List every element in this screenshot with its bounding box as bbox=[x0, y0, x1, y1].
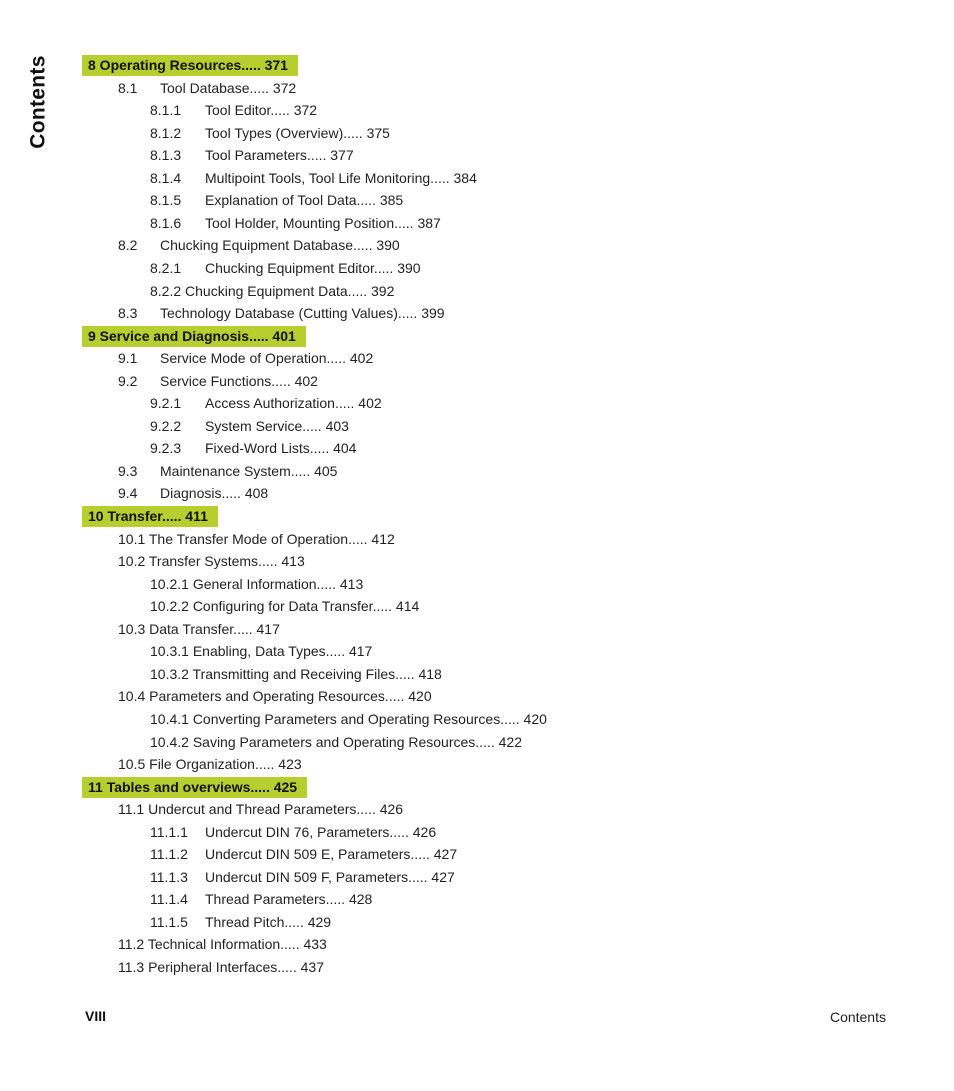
toc-entry-number: 8.1.3 bbox=[150, 147, 182, 163]
toc-entry-number: 8.2 bbox=[118, 237, 138, 253]
toc-entry-number: 11.1.2 bbox=[150, 846, 188, 862]
toc-entry-number: 9.4 bbox=[118, 485, 138, 501]
toc-entry[interactable] bbox=[150, 213, 441, 233]
toc-entry[interactable] bbox=[150, 641, 372, 661]
toc-entry-number: 11.1.5 bbox=[150, 914, 188, 930]
toc-entry[interactable] bbox=[150, 664, 442, 684]
toc-entry[interactable] bbox=[150, 709, 547, 729]
toc-entry-text: 10.2.1 General Information..... 413 bbox=[150, 576, 364, 592]
toc-entry[interactable] bbox=[150, 190, 403, 210]
toc-entry[interactable] bbox=[150, 438, 356, 458]
toc-entry[interactable] bbox=[150, 889, 372, 909]
toc-entry-text: 10.4.2 Saving Parameters and Operating Resources..... 422 bbox=[150, 734, 522, 750]
toc-entry[interactable] bbox=[118, 551, 305, 571]
toc-entry-number: 9.2.1 bbox=[150, 395, 182, 411]
toc-entry-text: Undercut DIN 509 F, Parameters..... 427 bbox=[205, 869, 455, 885]
toc-entry-text: Tool Types (Overview)..... 375 bbox=[205, 125, 390, 141]
toc-chapter-heading[interactable] bbox=[82, 777, 307, 798]
toc-entry[interactable] bbox=[150, 393, 382, 413]
side-title bbox=[22, 52, 56, 152]
toc-entry-text: Service Functions..... 402 bbox=[160, 373, 318, 389]
toc-chapter-heading[interactable] bbox=[82, 506, 218, 527]
page-number: VIII bbox=[85, 1008, 107, 1024]
toc-entry-text: Fixed-Word Lists..... 404 bbox=[205, 440, 357, 456]
toc-entry-text: Technology Database (Cutting Values)..... 399 bbox=[160, 305, 445, 321]
toc-entry[interactable] bbox=[118, 529, 395, 549]
toc-entry[interactable] bbox=[118, 934, 327, 954]
toc-entry-text: 10.2.2 Configuring for Data Transfer..... 414 bbox=[150, 598, 420, 614]
toc-entry[interactable] bbox=[150, 123, 390, 143]
toc-entry-text: Tool Parameters..... 377 bbox=[205, 147, 354, 163]
toc-entry-text: 10.1 The Transfer Mode of Operation..... 412 bbox=[118, 531, 395, 547]
toc-entry-text: 9 Service and Diagnosis..... 401 bbox=[88, 328, 296, 344]
toc-entry-number: 9.2 bbox=[118, 373, 138, 389]
footer-section-label: Contents bbox=[829, 1009, 886, 1025]
toc-entry[interactable] bbox=[150, 100, 317, 120]
toc-entry-text: 10.4.1 Converting Parameters and Operating Resources..... 420 bbox=[150, 711, 547, 727]
toc-entry-number: 9.3 bbox=[118, 463, 138, 479]
toc-entry-number: 8.1.4 bbox=[150, 170, 182, 186]
side-title-text: Contents bbox=[27, 55, 50, 149]
toc-entry-number: 8.1.1 bbox=[150, 102, 182, 118]
toc-entry-number: 11.1.1 bbox=[150, 824, 188, 840]
toc-entry-text: 10.4 Parameters and Operating Resources..... 420 bbox=[118, 688, 432, 704]
toc-entry[interactable] bbox=[150, 822, 436, 842]
toc-entry-text: Chucking Equipment Editor..... 390 bbox=[205, 260, 421, 276]
toc-entry[interactable] bbox=[118, 235, 400, 255]
toc-entry[interactable] bbox=[118, 799, 403, 819]
toc-entry[interactable] bbox=[118, 348, 373, 368]
toc-entry-number: 8.2.1 bbox=[150, 260, 182, 276]
toc-entry-text: 11.1 Undercut and Thread Parameters..... 426 bbox=[118, 801, 404, 817]
toc-entry-text: 10.3 Data Transfer..... 417 bbox=[118, 621, 280, 637]
toc-entry[interactable] bbox=[118, 619, 280, 639]
toc-entry-text: Tool Holder, Mounting Position..... 387 bbox=[205, 215, 441, 231]
toc-entry-text: Explanation of Tool Data..... 385 bbox=[205, 192, 404, 208]
toc-entry-text: 8 Operating Resources..... 371 bbox=[88, 57, 288, 73]
toc-entry[interactable] bbox=[150, 596, 419, 616]
toc-entry[interactable] bbox=[118, 483, 268, 503]
toc-entry[interactable] bbox=[118, 957, 324, 977]
toc-entry-text: Tool Database..... 372 bbox=[160, 80, 297, 96]
toc-entry-text: Thread Pitch..... 429 bbox=[205, 914, 332, 930]
toc-entry[interactable] bbox=[118, 371, 318, 391]
toc-entry[interactable] bbox=[118, 461, 337, 481]
toc-entry-text: Maintenance System..... 405 bbox=[160, 463, 338, 479]
toc-entry-text: 8.2.2 Chucking Equipment Data..... 392 bbox=[150, 283, 395, 299]
toc-entry-text: 10.3.2 Transmitting and Receiving Files..... 418 bbox=[150, 666, 442, 682]
toc-entry[interactable] bbox=[150, 258, 421, 278]
toc-entry-text: Undercut DIN 509 E, Parameters..... 427 bbox=[205, 846, 458, 862]
toc-entry-text: 11.3 Peripheral Interfaces..... 437 bbox=[118, 959, 324, 975]
toc-entry-number: 11.1.4 bbox=[150, 891, 188, 907]
toc-entry[interactable] bbox=[150, 145, 354, 165]
toc-entry[interactable] bbox=[150, 912, 331, 932]
toc-entry-number: 8.1.6 bbox=[150, 215, 182, 231]
toc-entry-number: 8.1.5 bbox=[150, 192, 182, 208]
toc-entry[interactable] bbox=[150, 732, 522, 752]
toc-entry-text: 10 Transfer..... 411 bbox=[88, 508, 208, 524]
toc-entry[interactable] bbox=[150, 844, 457, 864]
toc-entry-number: 9.2.2 bbox=[150, 418, 182, 434]
toc-entry[interactable] bbox=[150, 574, 363, 594]
toc-entry[interactable] bbox=[118, 78, 296, 98]
toc-entry[interactable] bbox=[150, 168, 477, 188]
toc-entry-text: Tool Editor..... 372 bbox=[205, 102, 318, 118]
toc-entry[interactable] bbox=[150, 416, 349, 436]
toc-entry-text: Service Mode of Operation..... 402 bbox=[160, 350, 374, 366]
toc-chapter-heading[interactable] bbox=[82, 326, 306, 347]
toc-entry-text: Undercut DIN 76, Parameters..... 426 bbox=[205, 824, 437, 840]
toc-entry-number: 8.1 bbox=[118, 80, 138, 96]
toc-entry[interactable] bbox=[118, 686, 432, 706]
toc-entry-number: 8.1.2 bbox=[150, 125, 182, 141]
toc-entry-number: 9.2.3 bbox=[150, 440, 182, 456]
toc-entry[interactable] bbox=[150, 867, 455, 887]
toc-entry[interactable] bbox=[118, 754, 302, 774]
toc-entry-number: 11.1.3 bbox=[150, 869, 188, 885]
toc-entry-text: 11 Tables and overviews..... 425 bbox=[88, 779, 298, 795]
toc-entry-text: Access Authorization..... 402 bbox=[205, 395, 382, 411]
toc-entry-text: 11.2 Technical Information..... 433 bbox=[118, 936, 327, 952]
toc-chapter-heading[interactable] bbox=[82, 55, 298, 76]
toc-entry-text: 10.3.1 Enabling, Data Types..... 417 bbox=[150, 643, 373, 659]
toc-entry-number: 9.1 bbox=[118, 350, 138, 366]
toc-entry-number: 8.3 bbox=[118, 305, 138, 321]
toc-entry-text: 10.5 File Organization..... 423 bbox=[118, 756, 302, 772]
toc-entry-text: Chucking Equipment Database..... 390 bbox=[160, 237, 400, 253]
toc-entry-text: Thread Parameters..... 428 bbox=[205, 891, 373, 907]
toc-entry-text: Diagnosis..... 408 bbox=[160, 485, 269, 501]
toc-entry-text: 10.2 Transfer Systems..... 413 bbox=[118, 553, 305, 569]
toc-entry[interactable] bbox=[118, 303, 445, 323]
toc-entry[interactable] bbox=[150, 281, 394, 301]
toc-entry-text: Multipoint Tools, Tool Life Monitoring..... 384 bbox=[205, 170, 477, 186]
toc-entry-text: System Service..... 403 bbox=[205, 418, 349, 434]
